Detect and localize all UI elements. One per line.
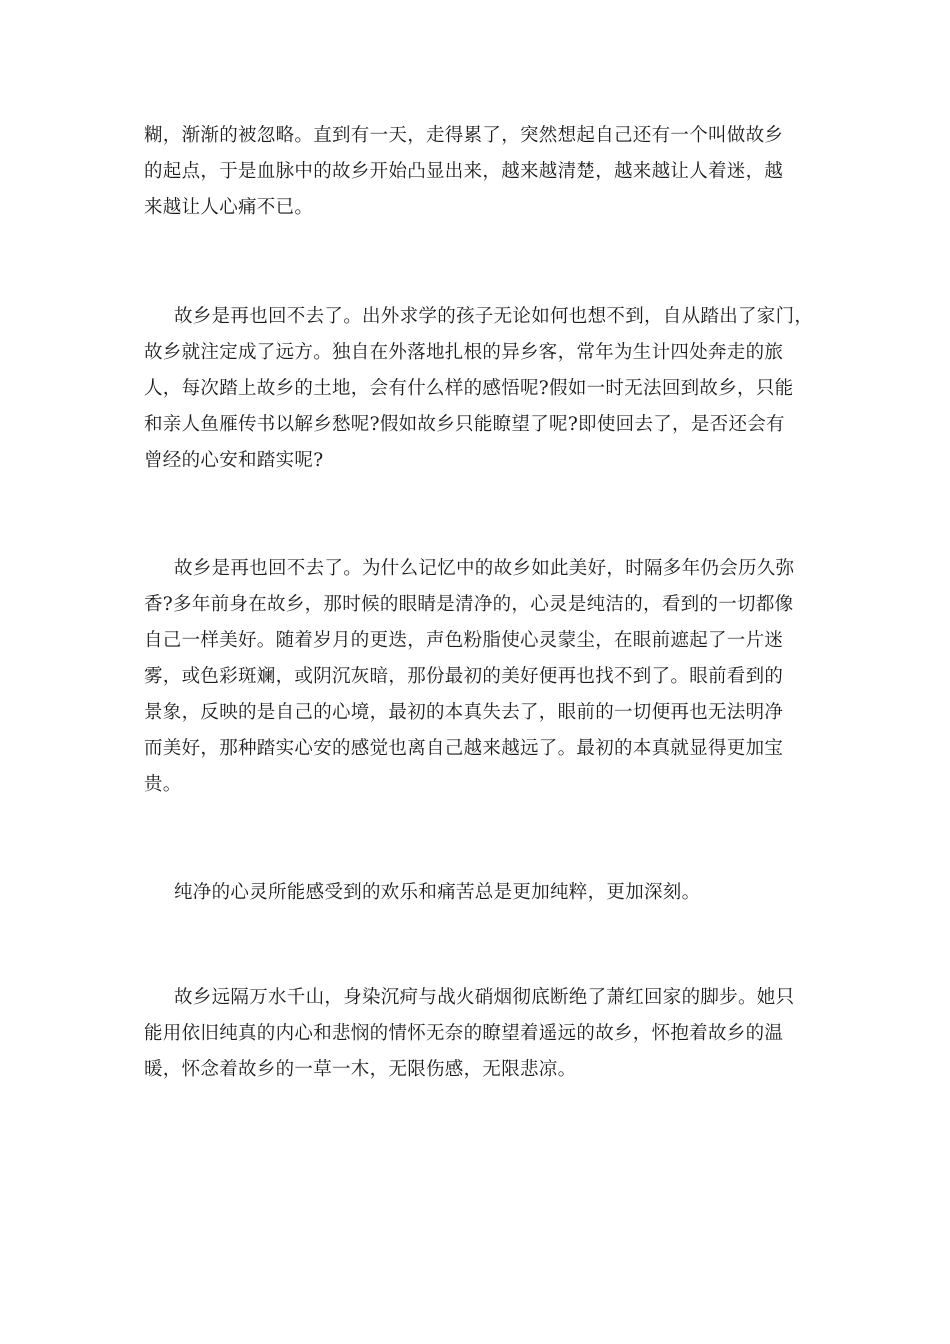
paragraph-line: 曾经的心安和踏实呢? (144, 450, 324, 471)
paragraph-5 (144, 980, 810, 1088)
paragraph-line: 而美好，那种踏实心安的感觉也离自己越来越远了。最初的本真就显得更加宝 (144, 738, 784, 759)
paragraph-line: 故乡就注定成了远方。独自在外落地扎根的异乡客，常年为生计四处奔走的旅 (144, 342, 784, 363)
paragraph-line: 纯净的心灵所能感受到的欢乐和痛苦总是更加纯粹，更加深刻。 (174, 882, 701, 903)
paragraph-line: 贵。 (144, 774, 182, 795)
paragraph-line: 糊，渐渐的被忽略。直到有一天，走得累了，突然想起自己还有一个叫做故乡 (144, 125, 784, 146)
paragraph-line: 自己一样美好。随着岁月的更迭，声色粉脂使心灵蒙尘，在眼前遮起了一片迷 (144, 630, 784, 651)
paragraph-2 (144, 299, 814, 479)
paragraph-line: 故乡是再也回不去了。为什么记忆中的故乡如此美好，时隔多年仍会历久弥 (174, 558, 795, 579)
paragraph-line: 故乡远隔万水千山，身染沉疴与战火硝烟彻底断绝了萧红回家的脚步。她只 (174, 987, 795, 1008)
paragraph-line: 的起点，于是血脉中的故乡开始凸显出来，越来越清楚，越来越让人着迷，越 (144, 161, 784, 182)
paragraph-line: 和亲人鱼雁传书以解乡愁呢?假如故乡只能瞭望了呢?即使回去了，是否还会有 (144, 414, 785, 435)
paragraph-3 (144, 551, 810, 803)
paragraph-line: 能用依旧纯真的内心和悲悯的情怀无奈的瞭望着遥远的故乡，怀抱着故乡的温 (144, 1023, 784, 1044)
paragraph-line: 雾，或色彩斑斓，或阴沉灰暗，那份最初的美好便再也找不到了。眼前看到的 (144, 666, 784, 687)
paragraph-line: 故乡是再也回不去了。出外求学的孩子无论如何也想不到，自从踏出了家门， (174, 306, 814, 327)
paragraph-line: 暖，怀念着故乡的一草一木，无限伤感，无限悲凉。 (144, 1059, 577, 1080)
paragraph-4 (144, 875, 810, 911)
paragraph-1 (144, 118, 810, 226)
paragraph-line: 景象，反映的是自己的心境，最初的本真失去了，眼前的一切便再也无法明净 (144, 702, 784, 723)
paragraph-line: 香?多年前身在故乡，那时候的眼睛是清净的，心灵是纯洁的，看到的一切都像 (144, 594, 794, 615)
paragraph-line: 来越让人心痛不已。 (144, 197, 314, 218)
paragraph-line: 人，每次踏上故乡的土地，会有什么样的感悟呢?假如一时无法回到故乡，只能 (144, 378, 794, 399)
